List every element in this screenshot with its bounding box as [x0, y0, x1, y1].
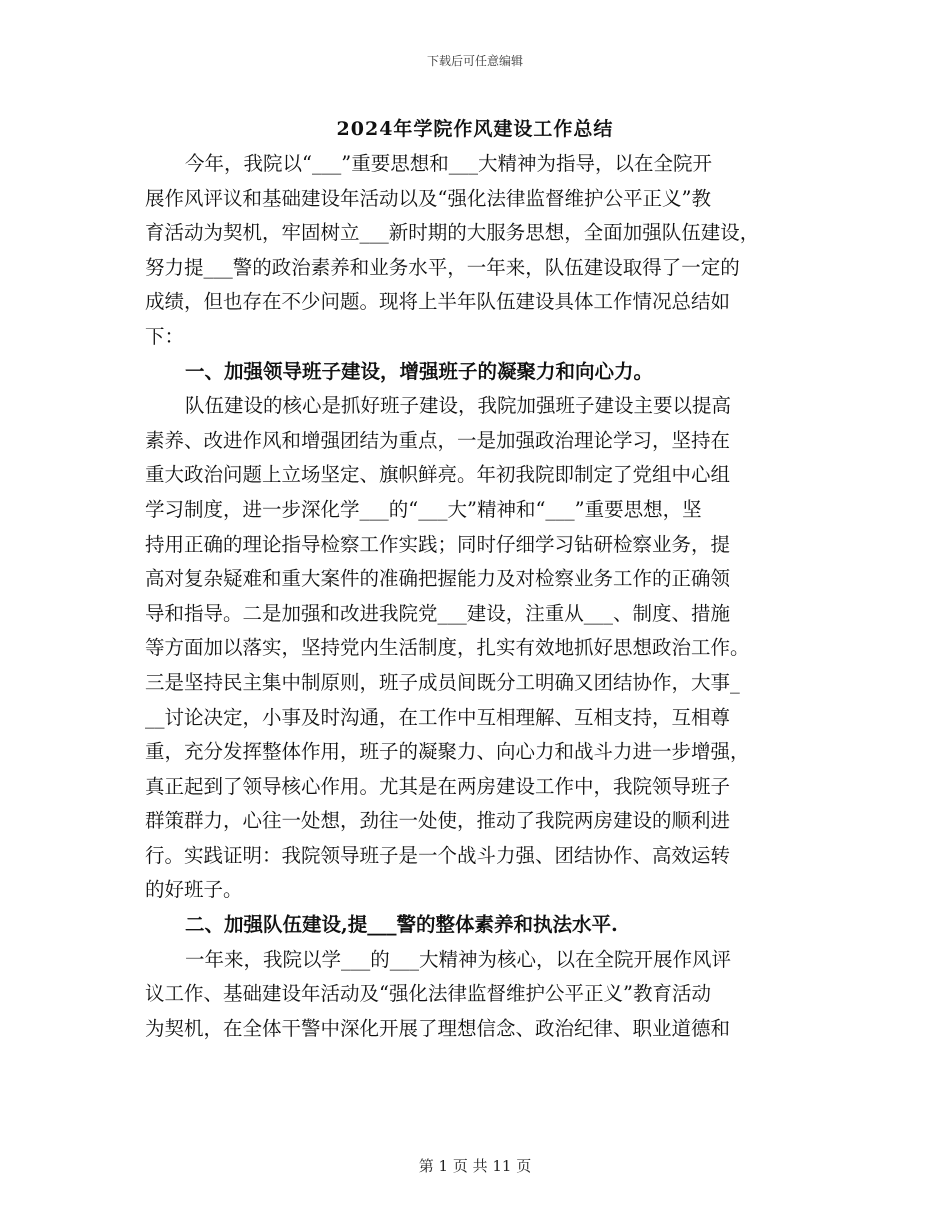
body-line: 三是坚持民主集中制原则，班子成员间既分工明确又团结协作，大事_	[145, 670, 740, 694]
body-line: 素养、改进作风和增强团结为重点，一是加强政治理论学习，坚持在	[145, 428, 731, 452]
body-line: 为契机，在全体干警中深化开展了理想信念、政治纪律、职业道德和	[145, 1016, 731, 1040]
body-line: 高对复杂疑难和重大案件的准确把握能力及对检察业务工作的正确领	[145, 567, 731, 591]
section-heading-2: 二、加强队伍建设,提___警的整体素养和执法水平.	[185, 913, 618, 937]
body-line: 努力提___警的政治素养和业务水平，一年来，队伍建设取得了一定的	[145, 255, 740, 279]
body-line: 持用正确的理论指导检察工作实践；同时仔细学习钻研检察业务，提	[145, 532, 731, 556]
body-line: 真正起到了领导核心作用。尤其是在两房建设工作中，我院领导班子	[145, 774, 731, 798]
body-line: 展作风评议和基础建设年活动以及“强化法律监督维护公平正义”教	[145, 186, 711, 210]
document-body	[145, 147, 805, 1046]
body-line: 育活动为契机，牢固树立___新时期的大服务思想，全面加强队伍建设，	[145, 221, 760, 245]
body-line: 今年，我院以“___”重要思想和___大精神为指导，以在全院开	[185, 152, 712, 175]
body-line: 的好班子。	[145, 878, 243, 902]
body-line: 等方面加以落实，坚持党内生活制度，扎实有效地抓好思想政治工作。	[145, 636, 750, 660]
body-line: __讨论决定，小事及时沟通，在工作中互相理解、互相支持，互相尊	[145, 705, 731, 729]
section-heading-1: 一、加强领导班子建设，增强班子的凝聚力和向心力。	[185, 359, 654, 383]
body-line: 行。实践证明：我院领导班子是一个战斗力强、团结协作、高效运转	[145, 843, 731, 867]
body-line: 学习制度，进一步深化学___的“___大”精神和“___”重要思想，坚	[145, 497, 702, 521]
body-line: 群策群力，心往一处想，劲往一处使，推动了我院两房建设的顺利进	[145, 809, 731, 833]
body-line: 重，充分发挥整体作用，班子的凝聚力、向心力和战斗力进一步增强，	[145, 740, 750, 764]
page-number: 第 1 页 共 11 页	[418, 1157, 532, 1175]
body-line: 一年来，我院以学___的___大精神为核心，以在全院开展作风评	[185, 947, 732, 971]
body-line: 队伍建设的核心是抓好班子建设，我院加强班子建设主要以提高	[185, 394, 732, 418]
body-line: 议工作、基础建设年活动及“强化法律监督维护公平正义”教育活动	[145, 982, 711, 1006]
body-line: 下：	[145, 324, 185, 348]
body-line: 成绩，但也存在不少问题。现将上半年队伍建设具体工作情况总结如	[145, 290, 731, 314]
document-title: 2024年学院作风建设工作总结	[336, 118, 614, 140]
body-line: 重大政治问题上立场坚定、旗帜鲜亮。年初我院即制定了党组中心组	[145, 463, 731, 487]
download-note: 下载后可任意编辑	[426, 54, 523, 68]
body-line: 导和指导。二是加强和改进我院党___建设，注重从___、制度、措施	[145, 601, 731, 625]
